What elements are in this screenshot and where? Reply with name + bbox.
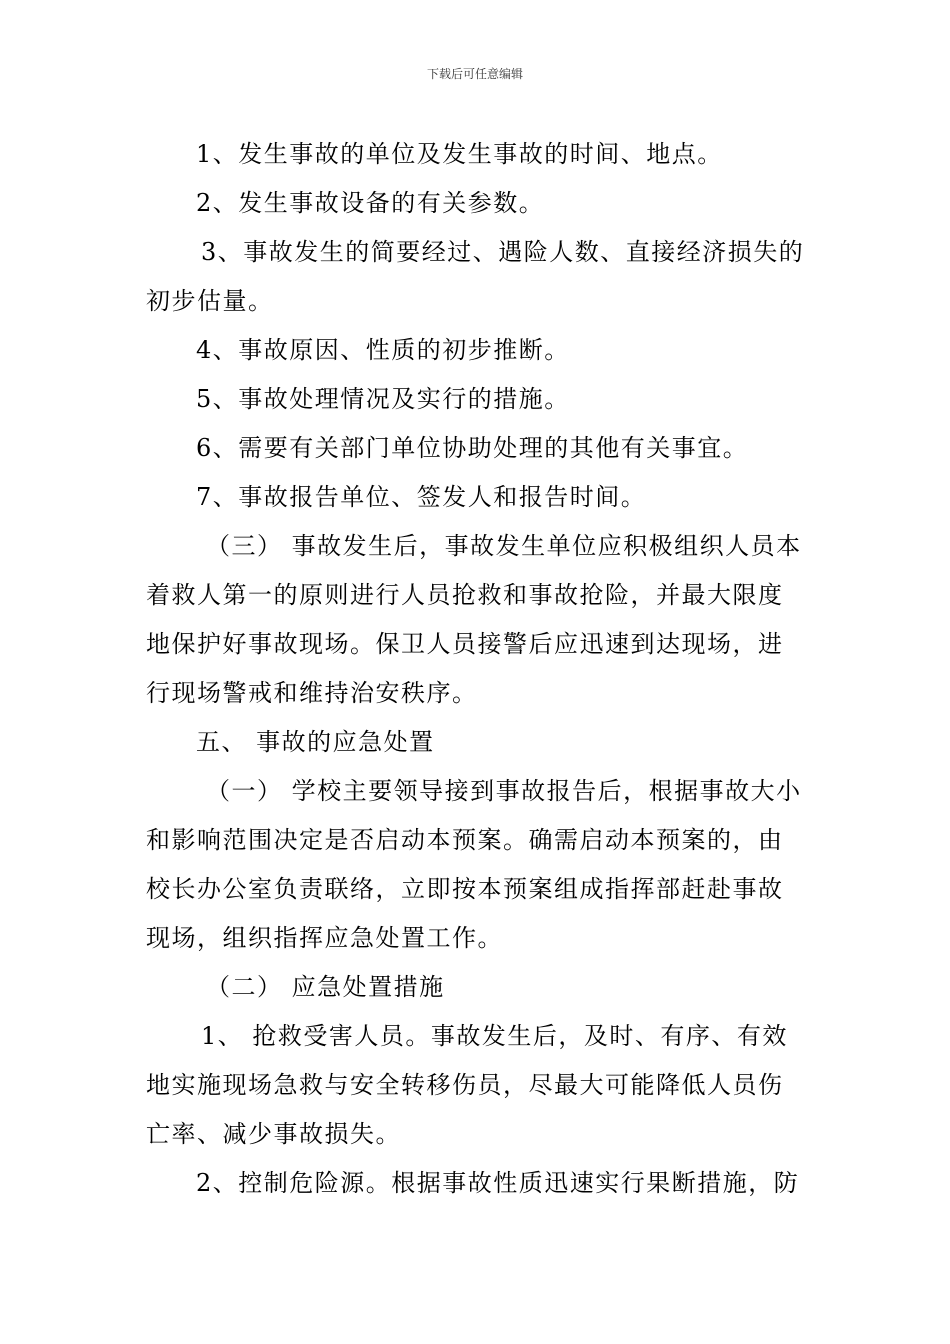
text-line: 行现场警戒和维持治安秩序。 xyxy=(146,679,478,707)
text-line: 5、事故处理情况及实行的措施。 xyxy=(196,385,570,413)
text-line: 现场，组织指挥应急处置工作。 xyxy=(146,924,503,952)
text-line: 和影响范围决定是否启动本预案。确需启动本预案的，由 xyxy=(146,826,784,854)
text-line: 亡率、减少事故损失。 xyxy=(146,1120,401,1148)
text-line: （三） 事故发生后，事故发生单位应积极组织人员本 xyxy=(206,532,802,560)
text-line: 校长办公室负责联络，立即按本预案组成指挥部赶赴事故 xyxy=(146,875,784,903)
page-header: 下载后可任意编辑 xyxy=(426,67,523,81)
text-line: 地实施现场急救与安全转移伤员，尽最大可能降低人员伤 xyxy=(146,1071,784,1099)
text-line: 1、发生事故的单位及发生事故的时间、地点。 xyxy=(196,140,723,168)
text-line: 6、需要有关部门单位协助处理的其他有关事宜。 xyxy=(196,434,749,462)
section-heading: 五、 事故的应急处置 xyxy=(196,728,435,756)
text-line: 7、事故报告单位、签发人和报告时间。 xyxy=(196,483,647,511)
text-line: 地保护好事故现场。保卫人员接警后应迅速到达现场，进 xyxy=(146,630,784,658)
subsection-heading: （二） 应急处置措施 xyxy=(206,973,445,1001)
text-line: 2、控制危险源。根据事故性质迅速实行果断措施，防 xyxy=(196,1169,800,1197)
text-line: （一） 学校主要领导接到事故报告后，根据事故大小 xyxy=(206,777,802,805)
text-line: 3、事故发生的简要经过、遇险人数、直接经济损失的 xyxy=(201,238,805,266)
document-body xyxy=(146,130,810,1208)
text-line: 2、发生事故设备的有关参数。 xyxy=(196,189,545,217)
text-line: 4、事故原因、性质的初步推断。 xyxy=(196,336,570,364)
text-line: 1、 抢救受害人员。事故发生后，及时、有序、有效 xyxy=(201,1022,788,1050)
text-line: 着救人第一的原则进行人员抢救和事故抢险，并最大限度 xyxy=(146,581,784,609)
text-line: 初步估量。 xyxy=(146,287,274,315)
